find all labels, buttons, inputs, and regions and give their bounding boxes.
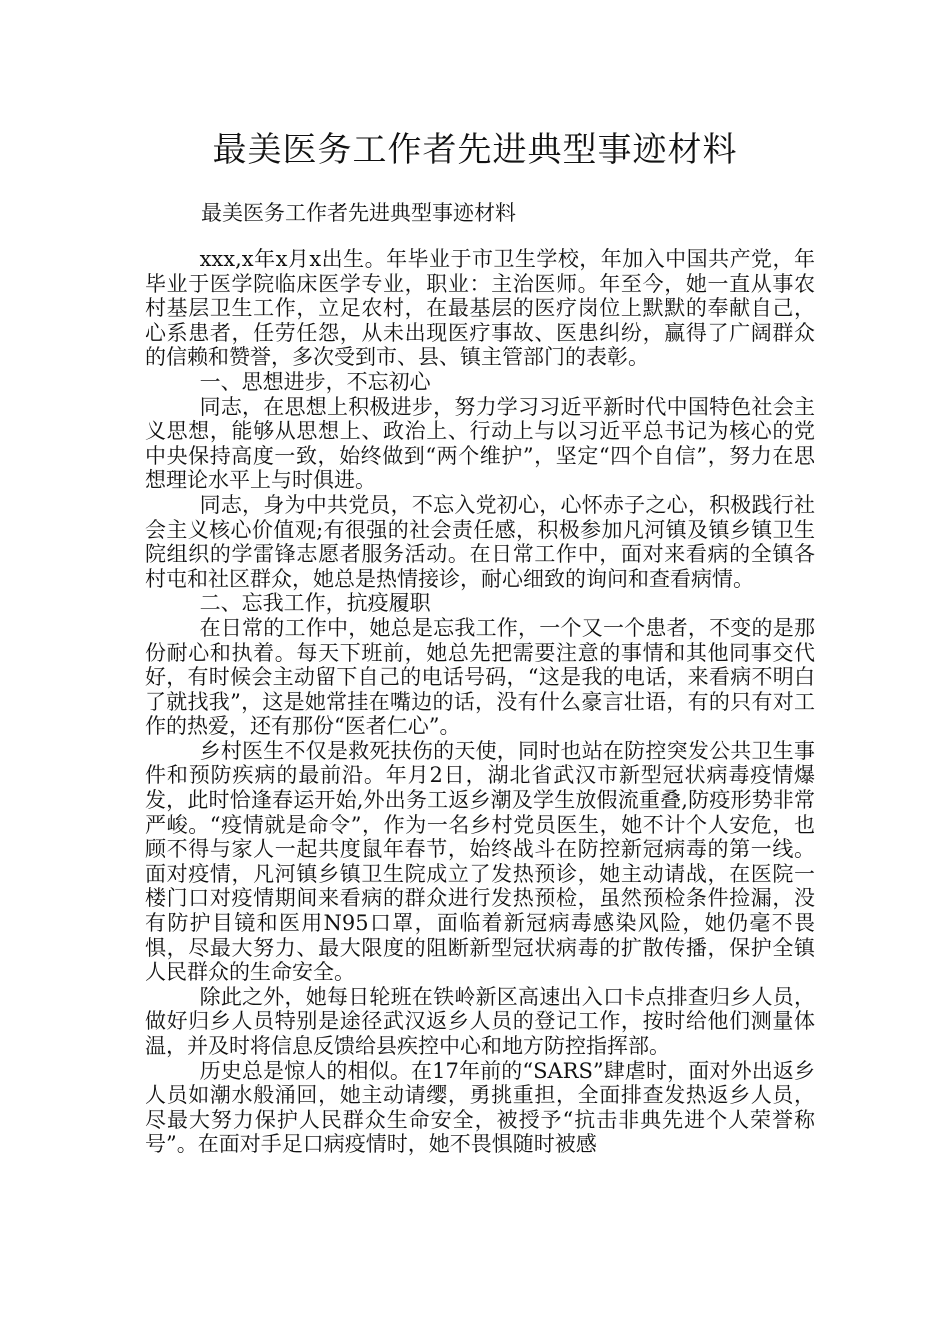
- section-heading-1: 一、思想进步，不忘初心: [199, 369, 431, 394]
- paragraph: 除此之外，她每日轮班在铁岭新区高速出入口卡点排查归乡人员，做好归乡人员特别是途径武汉返乡人员的登记工作，按时给他们测量体温，并及时将信息反馈给县疾控中心和地方防控指挥部。: [145, 984, 815, 1058]
- paragraph: 同志，在思想上积极进步，努力学习习近平新时代中国特色社会主义思想，能够从思想上、政治上、行动上与以习近平总书记为核心的党中央保持高度一致，始终做到“两个维护”，坚定“四个自信”，努力在思想理论水平上与时俱进。: [145, 394, 815, 493]
- paragraph: 在日常的工作中，她总是忘我工作，一个又一个患者，不变的是那份耐心和执着。每天下班前，她总先把需要注意的事情和其他同事交代好，有时候会主动留下自己的电话号码，“这是我的电话，来看病不明白了就找我”，这是她常挂在嘴边的话，没有什么豪言壮语，有的只有对工作的热爱，还有那份“医者仁心”。: [145, 615, 815, 739]
- paragraph: 乡村医生不仅是救死扶伤的天使，同时也站在防控突发公共卫生事件和预防疾病的最前沿。年月2日，湖北省武汉市新型冠状病毒疫情爆发，此时恰逢春运开始,外出务工返乡潮及学生放假流重叠,防疫形势非常严峻。“疫情就是命令”，作为一名乡村党员医生，她不计个人安危，也顾不得与家人一起共度鼠年春节，始终战斗在防控新冠病毒的第一线。面对疫情，凡河镇乡镇卫生院成立了发热预诊，她主动请战，在医院一楼门口对疫情期间来看病的群众进行发热预检，虽然预检条件捡漏，没有防护目镜和医用N95口罩，面临着新冠病毒感染风险，她仍毫不畏惧，尽最大努力、最大限度的阻断新型冠状病毒的扩散传播，保护全镇人民群众的生命安全。: [145, 738, 815, 985]
- document-body: [145, 247, 815, 1157]
- paragraph: 历史总是惊人的相似。在17年前的“SARS”肆虐时，面对外出返乡人员如潮水般涌回，她主动请缨，勇挑重担，全面排查发热返乡人员，尽最大努力保护人民群众生命安全，被授予“抗击非典先进个人荣誉称号”。在面对手足口病疫情时，她不畏惧随时被感: [145, 1058, 815, 1157]
- paragraph-intro: xxx,x年x月x出生。年毕业于市卫生学校，年加入中国共产党，年毕业于医学院临床医学专业，职业：主治医师。年至今，她一直从事农村基层卫生工作，立足农村，在最基层的医疗岗位上默默的奉献自己，心系患者，任劳任怨，从未出现医疗事故、医患纠纷，赢得了广阔群众的信赖和赞誉，多次受到市、县、镇主管部门的表彰。: [145, 247, 815, 370]
- paragraph: 同志，身为中共党员，不忘入党初心，心怀赤子之心，积极践行社会主义核心价值观;有很强的社会责任感，积极参加凡河镇及镇乡镇卫生院组织的学雷锋志愿者服务活动。在日常工作中，面对来看病的全镇各村屯和社区群众，她总是热情接诊，耐心细致的询问和查看病情。: [145, 492, 815, 591]
- document-title: 最美医务工作者先进典型事迹材料: [212, 130, 738, 170]
- document-subtitle: 最美医务工作者先进典型事迹材料: [201, 201, 516, 225]
- section-heading-2: 二、忘我工作，抗疫履职: [199, 591, 431, 616]
